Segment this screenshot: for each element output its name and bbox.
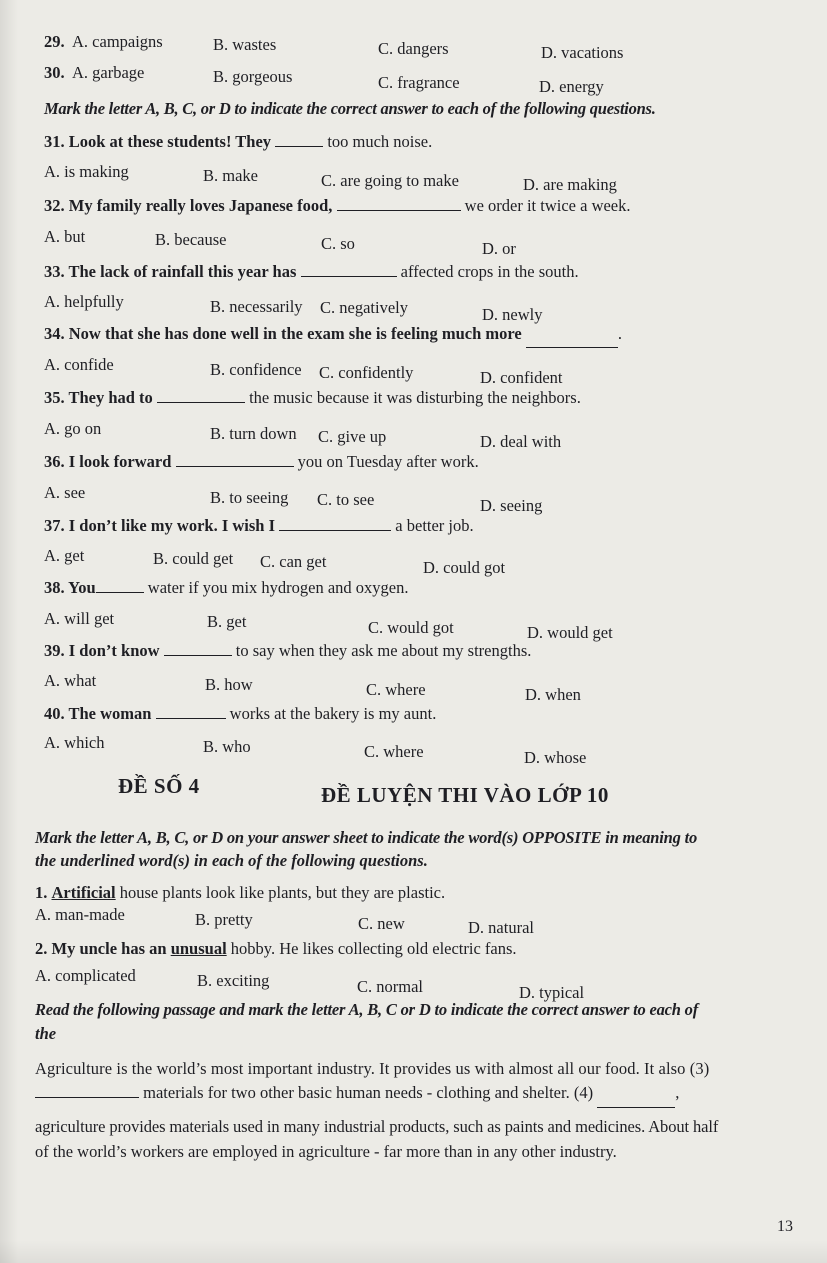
instruction-passage-line1: Read the following passage and mark the letter A, B, C or D to indicate the correct answer to each of [35,1000,699,1019]
q38-option-c: C. would got [368,618,454,637]
q33-stem [44,262,579,282]
passage-blank-3 [35,1084,139,1098]
q29-option-c: C. dangers [378,39,449,58]
passage-line-4: of the world’s workers are employed in agriculture - far more than in any other industry. [35,1142,617,1161]
q30-option-b: B. gorgeous [213,67,293,86]
q29-number: 29. [44,32,65,51]
q33-post: affected crops in the south. [400,262,579,281]
page-shadow-bottom [0,1240,827,1263]
q30-number: 30. [44,63,65,82]
q31-pre: 31. Look at these students! They [44,132,272,151]
o2-option-d: D. typical [519,983,585,1002]
q38-pre: 38. You [44,578,96,597]
q35-option-b: B. turn down [210,424,297,443]
q35-post: the music because it was disturbing the neighbors. [249,388,581,407]
q30-option-a: A. garbage [72,63,145,82]
q33-option-b: B. necessarily [210,297,303,316]
q37-blank [279,517,391,531]
o1-number: 1. [35,883,48,902]
q39-option-a: A. what [44,671,97,690]
q34-stem [44,324,622,344]
q38-option-a: A. will get [44,609,115,628]
q32-blank [337,197,461,211]
q34-option-b: B. confidence [210,360,302,379]
q35-stem [44,388,581,408]
o2-underlined-word: unusual [170,939,227,958]
q37-post: a better job. [395,516,474,535]
o1-option-b: B. pretty [195,910,253,929]
q35-option-d: D. deal with [480,432,562,451]
q39-pre: 39. I don’t know [44,641,160,660]
q29-option-d: D. vacations [541,43,624,62]
q39-option-b: B. how [205,675,253,694]
q40-blank [156,705,226,719]
q36-option-a: A. see [44,483,86,502]
q37-option-b: B. could get [153,549,234,568]
q36-stem [44,452,479,472]
o1-underlined-word: Artificial [51,883,116,902]
heading-exam-title: ĐỀ LUYỆN THI VÀO LỚP 10 [321,783,609,807]
q36-pre: 36. I look forward [44,452,172,471]
o1-post: house plants look like plants, but they are plastic. [119,883,446,902]
o1-option-c: C. new [358,914,405,933]
o1-stem [35,883,445,903]
q29-option-b: B. wastes [213,35,277,54]
q39-post: to say when they ask me about my strengths. [235,641,532,660]
q31-option-c: C. are going to make [321,171,459,190]
instruction-opposite-line1: Mark the letter A, B, C, or D on your answer sheet to indicate the word(s) OPPOSITE in meaning to [35,828,698,847]
o1-option-d: D. natural [468,918,534,937]
o2-option-b: B. exciting [197,971,270,990]
q38-option-d: D. would get [527,623,613,642]
q32-post: we order it twice a week. [464,196,631,215]
q40-option-b: B. who [203,737,251,756]
page-shadow-left [0,0,18,1263]
q32-option-c: C. so [321,234,355,253]
q31-post: too much noise. [327,132,433,151]
q31-option-b: B. make [203,166,258,185]
q40-pre: 40. The woman [44,704,152,723]
q37-option-d: D. could got [423,558,506,577]
passage-line-3: agriculture provides materials used in many industrial products, such as paints and medicines. About half [35,1117,719,1136]
q33-option-d: D. newly [482,305,543,324]
q35-pre: 35. They had to [44,388,153,407]
q38-option-b: B. get [207,612,247,631]
passage-line-2-text: materials for two other basic human needs - clothing and shelter. (4) [143,1083,594,1102]
q30-option-d: D. energy [539,77,604,96]
q35-option-c: C. give up [318,427,387,446]
passage-line-2 [35,1083,679,1103]
q40-option-c: C. where [364,742,424,761]
passage-blank-4 [597,1094,675,1108]
instruction-opposite-line2: the underlined word(s) in each of the following questions. [35,851,428,870]
page-number: 13 [777,1218,793,1235]
q40-stem [44,704,436,724]
instruction-correct-answer: Mark the letter A, B, C, or D to indicate the correct answer to each of the following questions. [44,99,656,118]
q37-option-a: A. get [44,546,85,565]
q33-option-c: C. negatively [320,298,408,317]
q39-option-c: C. where [366,680,426,699]
q36-option-c: C. to see [317,490,375,509]
q34-option-a: A. confide [44,355,114,374]
q29-option-a: A. campaigns [72,32,163,51]
q35-option-a: A. go on [44,419,102,438]
q37-pre: 37. I don’t like my work. I wish I [44,516,276,535]
q39-blank [164,642,232,656]
q30-option-c: C. fragrance [378,73,460,92]
o2-option-a: A. complicated [35,966,136,985]
q31-blank [275,133,323,147]
instruction-passage-line2: the [35,1024,57,1043]
q32-option-b: B. because [155,230,227,249]
q32-stem [44,196,631,216]
q34-pre: 34. Now that she has done well in the exam she is feeling much more [44,324,522,343]
q39-option-d: D. when [525,685,581,704]
o2-post: hobby. He likes collecting old electric fans. [230,939,517,958]
passage-line-2-comma: , [675,1083,680,1102]
q40-post: works at the bakery is my aunt. [229,704,437,723]
o1-option-a: A. man-made [35,905,125,924]
q38-blank [96,579,144,593]
o2-pre: 2. My uncle has an [35,939,167,958]
q38-post: water if you mix hydrogen and oxygen. [147,578,409,597]
q34-option-c: C. confidently [319,363,414,382]
q40-option-d: D. whose [524,748,587,767]
q31-option-a: A. is making [44,162,129,181]
heading-exam-number: ĐỀ SỐ 4 [118,774,200,798]
q40-option-a: A. which [44,733,105,752]
q32-option-a: A. but [44,227,86,246]
q37-option-c: C. can get [260,552,327,571]
q34-post: . [617,324,622,343]
q36-option-b: B. to seeing [210,488,289,507]
q35-blank [157,389,245,403]
q33-pre: 33. The lack of rainfall this year has [44,262,297,281]
q34-blank [526,334,618,348]
q31-option-d: D. are making [523,175,617,194]
q31-stem [44,132,432,152]
o2-stem [35,939,517,959]
q33-blank [301,263,397,277]
q36-post: you on Tuesday after work. [297,452,479,471]
q32-option-d: D. or [482,239,516,258]
q34-option-d: D. confident [480,368,563,387]
q36-blank [176,453,294,467]
o2-option-c: C. normal [357,977,423,996]
q39-stem [44,641,531,661]
q38-stem [44,578,409,598]
q32-pre: 32. My family really loves Japanese food, [44,196,333,215]
q37-stem [44,516,474,536]
q36-option-d: D. seeing [480,496,543,515]
q33-option-a: A. helpfully [44,292,124,311]
passage-line-1: Agriculture is the world’s most important industry. It provides us with almost all our food. It also (3) [35,1059,710,1078]
